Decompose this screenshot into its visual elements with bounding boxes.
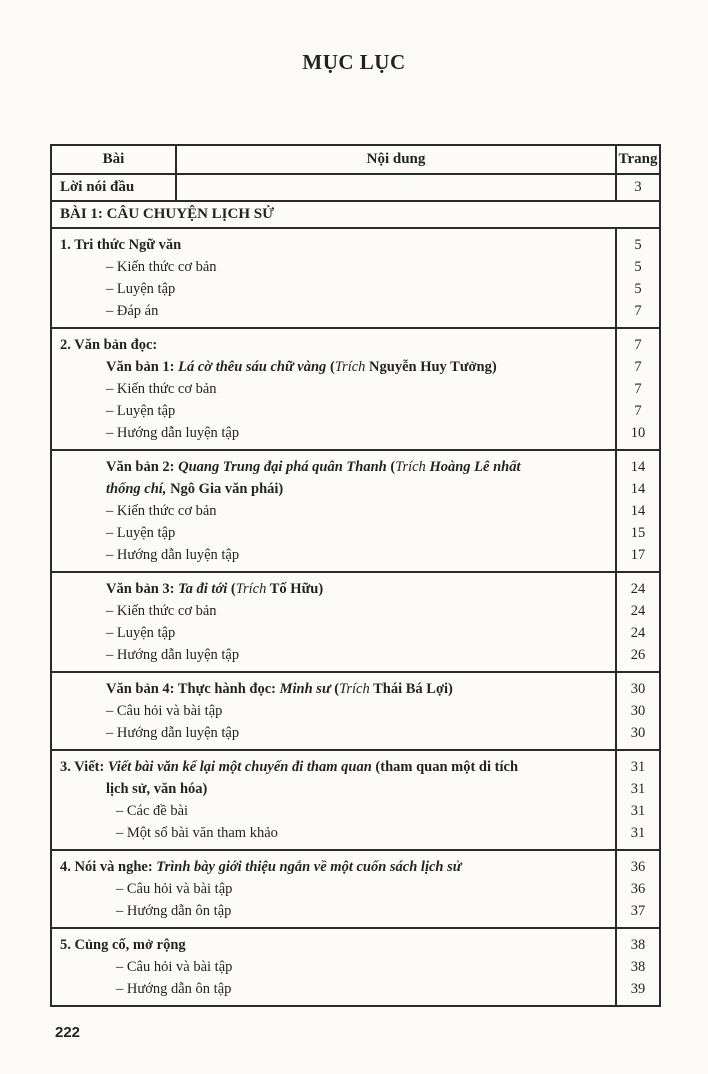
header-noi-dung: Nội dung — [366, 151, 426, 167]
toc-entry-page: 7 — [615, 300, 659, 327]
toc-line — [52, 751, 659, 778]
toc-entry-text — [52, 822, 615, 849]
toc-entry-page: 7 — [615, 400, 659, 422]
toc-header-row — [52, 146, 659, 175]
toc-line — [52, 600, 659, 622]
toc-entry-page: 5 — [615, 256, 659, 278]
toc-entry-page: 10 — [615, 422, 659, 449]
toc-entry-page: 39 — [615, 978, 659, 1005]
toc-entry-text — [52, 573, 615, 600]
toc-line — [52, 851, 659, 878]
toc-entry-page: 5 — [615, 278, 659, 300]
toc-line — [52, 978, 659, 1005]
toc-text-segment: – Câu hỏi và bài tập — [116, 959, 233, 975]
toc-text-segment: Văn bản 3: — [106, 581, 179, 597]
toc-group — [52, 751, 659, 851]
toc-text-segment: thống chí, — [106, 481, 167, 497]
toc-text-segment: Văn bản 1: — [106, 359, 179, 375]
toc-line — [52, 356, 659, 378]
preface-label: Lời nói đầu — [52, 175, 177, 200]
toc-text-segment: 1. Tri thức Ngữ văn — [60, 237, 182, 253]
toc-entry-text — [52, 722, 615, 749]
toc-text-segment: lịch sử, văn hóa) — [106, 781, 208, 797]
toc-entry-text — [52, 900, 615, 927]
toc-entry-text — [52, 522, 615, 544]
toc-entry-page: 7 — [615, 378, 659, 400]
toc-entry-text — [52, 451, 615, 478]
toc-text-segment: 5. Củng cố, mở rộng — [60, 937, 186, 953]
toc-group — [52, 329, 659, 451]
toc-entry-text — [52, 329, 615, 356]
toc-group — [52, 851, 659, 929]
toc-entry-text — [52, 700, 615, 722]
toc-line — [52, 956, 659, 978]
toc-entry-page: 7 — [615, 356, 659, 378]
toc-entry-page: 14 — [615, 500, 659, 522]
toc-line — [52, 573, 659, 600]
toc-text-segment: Trích — [339, 681, 370, 697]
toc-text-segment: – Hướng dẫn luyện tập — [106, 647, 240, 663]
toc-entry-text — [52, 544, 615, 571]
toc-text-segment: – Hướng dẫn luyện tập — [106, 547, 240, 563]
toc-text-segment: – Hướng dẫn ôn tập — [116, 903, 232, 919]
toc-text-segment: 2. Văn bản đọc: — [60, 337, 158, 353]
toc-text-segment: – Kiến thức cơ bản — [106, 259, 217, 275]
toc-line — [52, 329, 659, 356]
toc-text-segment: 4. Nói và nghe: — [60, 859, 157, 875]
toc-line — [52, 900, 659, 927]
toc-entry-text — [52, 644, 615, 671]
toc-text-segment: – Luyện tập — [106, 403, 176, 419]
toc-entry-page: 26 — [615, 644, 659, 671]
toc-text-segment: ( — [326, 359, 335, 375]
toc-entry-text — [52, 500, 615, 522]
toc-line — [52, 478, 659, 500]
toc-entry-page: 30 — [615, 673, 659, 700]
toc-text-segment: Trích — [235, 581, 267, 597]
toc-text-segment: Trích — [334, 359, 366, 375]
toc-entry-text — [52, 256, 615, 278]
toc-line — [52, 300, 659, 327]
toc-text-segment: (tham quan một di tích — [371, 759, 519, 775]
toc-text-segment: – Hướng dẫn luyện tập — [106, 725, 240, 741]
toc-line — [52, 878, 659, 900]
toc-line — [52, 722, 659, 749]
toc-entry-text — [52, 751, 615, 778]
toc-line — [52, 229, 659, 256]
toc-entry-page: 31 — [615, 800, 659, 822]
toc-line — [52, 544, 659, 571]
toc-text-segment: ( — [330, 681, 340, 697]
toc-table — [50, 144, 661, 1007]
toc-text-segment: 3. Viết: — [60, 759, 108, 775]
toc-group — [52, 673, 659, 751]
preface-page-number: 3 — [615, 175, 659, 200]
toc-line — [52, 378, 659, 400]
part-header: BÀI 1: CÂU CHUYỆN LỊCH SỬ — [52, 202, 659, 229]
toc-entry-text — [52, 978, 615, 1005]
toc-text-segment: Trích — [395, 459, 426, 475]
toc-entry-text — [52, 229, 615, 256]
toc-line — [52, 451, 659, 478]
toc-entry-text — [52, 878, 615, 900]
toc-entry-text — [52, 300, 615, 327]
toc-line — [52, 522, 659, 544]
toc-text-segment: – Hướng dẫn luyện tập — [106, 425, 240, 441]
toc-text-segment: Văn bản 4: Thực hành đọc: — [106, 681, 280, 697]
toc-entry-text — [52, 422, 615, 449]
toc-text-segment: – Câu hỏi và bài tập — [106, 703, 223, 719]
page-title: MỤC LỤC — [302, 50, 406, 74]
toc-entry-page: 14 — [615, 478, 659, 500]
toc-line — [52, 278, 659, 300]
toc-entry-text — [52, 622, 615, 644]
toc-entry-page: 38 — [615, 956, 659, 978]
toc-entry-page: 17 — [615, 544, 659, 571]
toc-entry-text — [52, 929, 615, 956]
toc-line — [52, 256, 659, 278]
toc-entry-text — [52, 600, 615, 622]
toc-group — [52, 929, 659, 1005]
toc-text-segment: Tố Hữu) — [266, 581, 324, 597]
toc-text-segment: – Luyện tập — [106, 625, 176, 641]
toc-line — [52, 500, 659, 522]
toc-groups — [52, 229, 659, 1005]
toc-entry-page: 38 — [615, 929, 659, 956]
toc-line — [52, 673, 659, 700]
toc-line — [52, 400, 659, 422]
toc-text-segment: – Kiến thức cơ bản — [106, 381, 217, 397]
toc-text-segment: Minh sư — [279, 681, 331, 697]
toc-entry-text — [52, 278, 615, 300]
toc-text-segment: – Các đề bài — [116, 803, 189, 819]
header-bai: Bài — [52, 146, 177, 173]
toc-entry-page: 30 — [615, 722, 659, 749]
toc-entry-text — [52, 673, 615, 700]
toc-text-segment: Ta đi tới — [178, 581, 228, 597]
toc-entry-page: 31 — [615, 751, 659, 778]
toc-entry-page: 30 — [615, 700, 659, 722]
toc-text-segment: ( — [227, 581, 236, 597]
toc-entry-page: 14 — [615, 451, 659, 478]
toc-text-segment: – Luyện tập — [106, 281, 176, 297]
toc-entry-text — [52, 478, 615, 500]
toc-entry-page: 31 — [615, 822, 659, 849]
toc-text-segment: Viết bài văn kể lại một chuyến đi tham quan — [107, 759, 372, 775]
toc-text-segment: Thái Bá Lợi) — [369, 681, 453, 697]
toc-text-segment: Ngô Gia văn phái) — [166, 481, 284, 497]
toc-entry-text — [52, 778, 615, 800]
toc-text-segment: – Một số bài văn tham khảo — [116, 825, 278, 841]
toc-text-segment: – Hướng dẫn ôn tập — [116, 981, 232, 997]
toc-text-segment: – Câu hỏi và bài tập — [116, 881, 233, 897]
toc-text-segment: Văn bản 2: — [106, 459, 179, 475]
toc-text-segment: ( — [386, 459, 396, 475]
toc-entry-text — [52, 800, 615, 822]
toc-text-segment: Hoàng Lê nhất — [429, 459, 521, 475]
toc-group — [52, 451, 659, 573]
toc-entry-page: 31 — [615, 778, 659, 800]
toc-entry-text — [52, 356, 615, 378]
toc-entry-text — [52, 956, 615, 978]
toc-line — [52, 778, 659, 800]
preface-empty-cell — [177, 175, 615, 200]
toc-text-segment: – Kiến thức cơ bản — [106, 603, 217, 619]
toc-text-segment: – Đáp án — [106, 303, 159, 319]
toc-entry-page: 37 — [615, 900, 659, 927]
toc-entry-page: 24 — [615, 573, 659, 600]
toc-entry-page: 24 — [615, 600, 659, 622]
toc-text-segment: Nguyễn Huy Tưởng) — [365, 359, 497, 375]
toc-entry-page: 36 — [615, 878, 659, 900]
toc-line — [52, 422, 659, 449]
toc-group — [52, 229, 659, 329]
toc-line — [52, 800, 659, 822]
toc-entry-page: 7 — [615, 329, 659, 356]
toc-entry-page: 5 — [615, 229, 659, 256]
toc-text-segment: Lá cờ thêu sáu chữ vàng — [178, 359, 327, 375]
toc-entry-page: 36 — [615, 851, 659, 878]
toc-text-segment: – Luyện tập — [106, 525, 176, 541]
preface-row — [52, 175, 659, 202]
toc-text-segment: Trình bày giới thiệu ngắn về một cuốn sách lịch sử — [156, 859, 462, 875]
toc-entry-text — [52, 400, 615, 422]
toc-entry-page: 24 — [615, 622, 659, 644]
header-trang: Trang — [615, 146, 659, 173]
toc-line — [52, 622, 659, 644]
toc-text-segment: Quang Trung đại phá quân Thanh — [178, 459, 387, 475]
toc-text-segment: – Kiến thức cơ bản — [106, 503, 217, 519]
toc-line — [52, 644, 659, 671]
toc-line — [52, 929, 659, 956]
toc-entry-page: 15 — [615, 522, 659, 544]
toc-group — [52, 573, 659, 673]
toc-entry-text — [52, 851, 615, 878]
folio-page-number: 222 — [55, 1024, 81, 1041]
toc-entry-text — [52, 378, 615, 400]
toc-line — [52, 822, 659, 849]
toc-line — [52, 700, 659, 722]
